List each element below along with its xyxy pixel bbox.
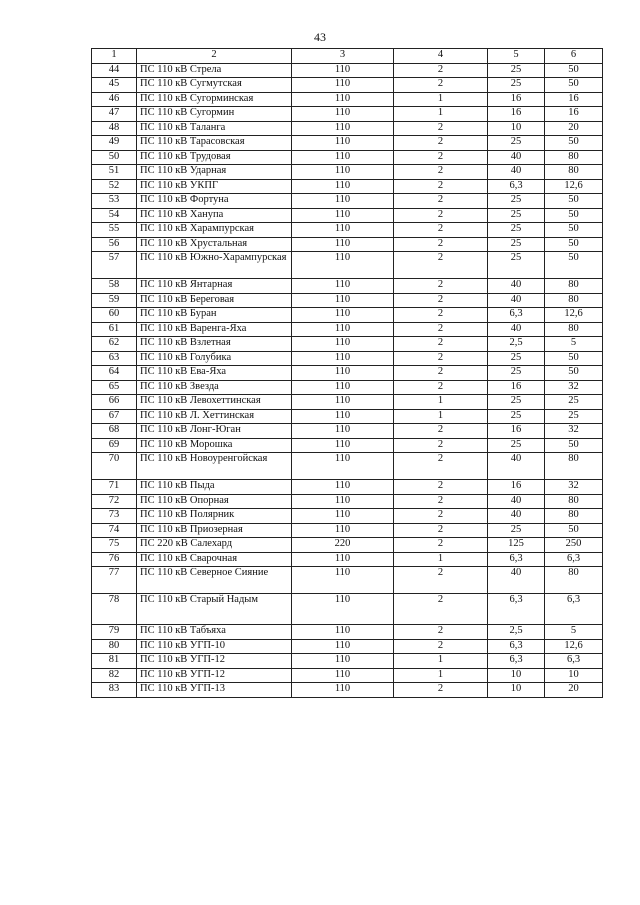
- table-body: [92, 63, 603, 697]
- row-number: 80: [92, 639, 137, 654]
- table-row: [92, 237, 603, 252]
- transformer-count-cell: 2: [394, 625, 488, 640]
- total-power-cell: 16: [545, 92, 603, 107]
- column-header: 5: [488, 49, 545, 64]
- substation-name: ПС 110 кВ УГП-10: [137, 639, 292, 654]
- transformer-count-cell: 2: [394, 194, 488, 209]
- voltage-cell: 110: [292, 668, 394, 683]
- row-number: 67: [92, 409, 137, 424]
- row-number: 61: [92, 322, 137, 337]
- unit-power-cell: 40: [488, 150, 545, 165]
- unit-power-cell: 25: [488, 395, 545, 410]
- total-power-cell: 80: [545, 165, 603, 180]
- transformer-count-cell: 2: [394, 252, 488, 279]
- substation-name: ПС 220 кВ Салехард: [137, 538, 292, 553]
- row-number: 69: [92, 438, 137, 453]
- voltage-cell: 110: [292, 337, 394, 352]
- row-number: 77: [92, 567, 137, 594]
- voltage-cell: 110: [292, 237, 394, 252]
- total-power-cell: 12,6: [545, 308, 603, 323]
- unit-power-cell: 2,5: [488, 625, 545, 640]
- row-number: 73: [92, 509, 137, 524]
- substation-name: ПС 110 кВ Полярник: [137, 509, 292, 524]
- total-power-cell: 32: [545, 380, 603, 395]
- row-number: 83: [92, 683, 137, 698]
- unit-power-cell: 25: [488, 78, 545, 93]
- unit-power-cell: 16: [488, 424, 545, 439]
- page-number: 43: [314, 30, 326, 44]
- substation-name: ПС 110 кВ Хрустальная: [137, 237, 292, 252]
- transformer-count-cell: 2: [394, 523, 488, 538]
- column-header: 4: [394, 49, 488, 64]
- column-header: 1: [92, 49, 137, 64]
- table-row: [92, 150, 603, 165]
- row-number: 68: [92, 424, 137, 439]
- substation-name: ПС 110 кВ Южно-Харампурская: [137, 252, 292, 279]
- total-power-cell: 80: [545, 322, 603, 337]
- total-power-cell: 50: [545, 366, 603, 381]
- substation-name: ПС 110 кВ Харампурская: [137, 223, 292, 238]
- unit-power-cell: 6,3: [488, 179, 545, 194]
- total-power-cell: 25: [545, 409, 603, 424]
- substation-name: ПС 110 кВ УГП-12: [137, 654, 292, 669]
- table-row: [92, 121, 603, 136]
- substation-name: ПС 110 кВ Буран: [137, 308, 292, 323]
- table-row: [92, 567, 603, 594]
- transformer-count-cell: 2: [394, 683, 488, 698]
- table-row: [92, 424, 603, 439]
- transformer-count-cell: 2: [394, 293, 488, 308]
- total-power-cell: 6,3: [545, 654, 603, 669]
- substation-name: ПС 110 кВ УКПГ: [137, 179, 292, 194]
- voltage-cell: 110: [292, 308, 394, 323]
- voltage-cell: 110: [292, 552, 394, 567]
- transformer-count-cell: 2: [394, 538, 488, 553]
- total-power-cell: 5: [545, 337, 603, 352]
- voltage-cell: 110: [292, 380, 394, 395]
- voltage-cell: 110: [292, 424, 394, 439]
- total-power-cell: 80: [545, 494, 603, 509]
- voltage-cell: 110: [292, 165, 394, 180]
- voltage-cell: 110: [292, 409, 394, 424]
- total-power-cell: 50: [545, 208, 603, 223]
- transformer-count-cell: 2: [394, 150, 488, 165]
- row-number: 52: [92, 179, 137, 194]
- voltage-cell: 110: [292, 78, 394, 93]
- voltage-cell: 110: [292, 121, 394, 136]
- unit-power-cell: 40: [488, 567, 545, 594]
- voltage-cell: 110: [292, 683, 394, 698]
- transformer-count-cell: 2: [394, 509, 488, 524]
- unit-power-cell: 6,3: [488, 639, 545, 654]
- unit-power-cell: 25: [488, 136, 545, 151]
- voltage-cell: 110: [292, 150, 394, 165]
- total-power-cell: 50: [545, 136, 603, 151]
- table-row: [92, 683, 603, 698]
- substation-name: ПС 110 кВ УГП-12: [137, 668, 292, 683]
- table-row: [92, 279, 603, 294]
- substation-name: ПС 110 кВ Сугормин: [137, 107, 292, 122]
- column-header: 6: [545, 49, 603, 64]
- unit-power-cell: 10: [488, 683, 545, 698]
- column-header: 2: [137, 49, 292, 64]
- substation-name: ПС 110 кВ Ударная: [137, 165, 292, 180]
- unit-power-cell: 25: [488, 351, 545, 366]
- row-number: 66: [92, 395, 137, 410]
- table-row: [92, 625, 603, 640]
- total-power-cell: 32: [545, 424, 603, 439]
- row-number: 72: [92, 494, 137, 509]
- substation-name: ПС 110 кВ Северное Сияние: [137, 567, 292, 594]
- row-number: 71: [92, 480, 137, 495]
- substation-name: ПС 110 кВ Звезда: [137, 380, 292, 395]
- table-row: [92, 509, 603, 524]
- voltage-cell: 110: [292, 107, 394, 122]
- unit-power-cell: 25: [488, 523, 545, 538]
- total-power-cell: 16: [545, 107, 603, 122]
- table-row: [92, 538, 603, 553]
- substation-name: ПС 110 кВ Левохеттинская: [137, 395, 292, 410]
- table-row: [92, 453, 603, 480]
- unit-power-cell: 25: [488, 409, 545, 424]
- total-power-cell: 20: [545, 683, 603, 698]
- unit-power-cell: 40: [488, 494, 545, 509]
- total-power-cell: 80: [545, 567, 603, 594]
- substation-name: ПС 110 кВ Ева-Яха: [137, 366, 292, 381]
- transformer-count-cell: 1: [394, 92, 488, 107]
- substation-name: ПС 110 кВ Приозерная: [137, 523, 292, 538]
- transformer-count-cell: 2: [394, 351, 488, 366]
- substation-name: ПС 110 кВ Старый Надым: [137, 594, 292, 625]
- voltage-cell: 110: [292, 194, 394, 209]
- total-power-cell: 50: [545, 438, 603, 453]
- voltage-cell: 110: [292, 494, 394, 509]
- voltage-cell: 110: [292, 136, 394, 151]
- unit-power-cell: 40: [488, 165, 545, 180]
- total-power-cell: 12,6: [545, 179, 603, 194]
- unit-power-cell: 6,3: [488, 552, 545, 567]
- row-number: 62: [92, 337, 137, 352]
- unit-power-cell: 16: [488, 380, 545, 395]
- transformer-count-cell: 2: [394, 322, 488, 337]
- table-row: [92, 107, 603, 122]
- transformer-count-cell: 1: [394, 552, 488, 567]
- table-row: [92, 252, 603, 279]
- table-row: [92, 194, 603, 209]
- unit-power-cell: 40: [488, 509, 545, 524]
- transformer-count-cell: 2: [394, 63, 488, 78]
- total-power-cell: 10: [545, 668, 603, 683]
- substation-name: ПС 110 кВ Таланга: [137, 121, 292, 136]
- voltage-cell: 110: [292, 594, 394, 625]
- transformer-count-cell: 2: [394, 237, 488, 252]
- substation-name: ПС 110 кВ Морошка: [137, 438, 292, 453]
- substation-name: ПС 110 кВ Тарасовская: [137, 136, 292, 151]
- voltage-cell: 110: [292, 567, 394, 594]
- transformer-count-cell: 2: [394, 380, 488, 395]
- transformer-count-cell: 2: [394, 121, 488, 136]
- unit-power-cell: 25: [488, 208, 545, 223]
- voltage-cell: 110: [292, 293, 394, 308]
- transformer-count-cell: 1: [394, 668, 488, 683]
- table-row: [92, 223, 603, 238]
- substation-name: ПС 110 кВ Стрела: [137, 63, 292, 78]
- row-number: 47: [92, 107, 137, 122]
- total-power-cell: 50: [545, 78, 603, 93]
- substation-name: ПС 110 кВ Сугмутская: [137, 78, 292, 93]
- total-power-cell: 80: [545, 279, 603, 294]
- voltage-cell: 110: [292, 223, 394, 238]
- row-number: 45: [92, 78, 137, 93]
- row-number: 81: [92, 654, 137, 669]
- transformer-count-cell: 1: [394, 654, 488, 669]
- table-row: [92, 92, 603, 107]
- table-row: [92, 337, 603, 352]
- unit-power-cell: 25: [488, 252, 545, 279]
- voltage-cell: 110: [292, 92, 394, 107]
- total-power-cell: 6,3: [545, 594, 603, 625]
- row-number: 56: [92, 237, 137, 252]
- substation-name: ПС 110 кВ Пыда: [137, 480, 292, 495]
- voltage-cell: 110: [292, 366, 394, 381]
- total-power-cell: 50: [545, 237, 603, 252]
- transformer-count-cell: 2: [394, 438, 488, 453]
- substation-name: ПС 110 кВ Ханупа: [137, 208, 292, 223]
- voltage-cell: 110: [292, 625, 394, 640]
- row-number: 50: [92, 150, 137, 165]
- row-number: 82: [92, 668, 137, 683]
- row-number: 64: [92, 366, 137, 381]
- unit-power-cell: 25: [488, 63, 545, 78]
- unit-power-cell: 125: [488, 538, 545, 553]
- substation-name: ПС 110 кВ Сугорминская: [137, 92, 292, 107]
- voltage-cell: 110: [292, 351, 394, 366]
- table-row: [92, 409, 603, 424]
- substation-name: ПС 110 кВ Береговая: [137, 293, 292, 308]
- transformer-count-cell: 2: [394, 480, 488, 495]
- row-number: 58: [92, 279, 137, 294]
- total-power-cell: 20: [545, 121, 603, 136]
- unit-power-cell: 6,3: [488, 654, 545, 669]
- row-number: 57: [92, 252, 137, 279]
- row-number: 79: [92, 625, 137, 640]
- row-number: 46: [92, 92, 137, 107]
- substation-table: [91, 48, 603, 698]
- transformer-count-cell: 2: [394, 78, 488, 93]
- transformer-count-cell: 2: [394, 639, 488, 654]
- total-power-cell: 250: [545, 538, 603, 553]
- voltage-cell: 110: [292, 252, 394, 279]
- table-row: [92, 668, 603, 683]
- row-number: 70: [92, 453, 137, 480]
- unit-power-cell: 25: [488, 237, 545, 252]
- voltage-cell: 110: [292, 322, 394, 337]
- total-power-cell: 50: [545, 523, 603, 538]
- unit-power-cell: 6,3: [488, 594, 545, 625]
- transformer-count-cell: 2: [394, 223, 488, 238]
- table-row: [92, 351, 603, 366]
- voltage-cell: 110: [292, 523, 394, 538]
- transformer-count-cell: 2: [394, 208, 488, 223]
- transformer-count-cell: 2: [394, 494, 488, 509]
- substation-name: ПС 110 кВ Трудовая: [137, 150, 292, 165]
- row-number: 76: [92, 552, 137, 567]
- unit-power-cell: 40: [488, 322, 545, 337]
- total-power-cell: 80: [545, 293, 603, 308]
- substation-name: ПС 110 кВ Сварочная: [137, 552, 292, 567]
- transformer-count-cell: 2: [394, 308, 488, 323]
- voltage-cell: 110: [292, 639, 394, 654]
- table-row: [92, 395, 603, 410]
- transformer-count-cell: 2: [394, 567, 488, 594]
- total-power-cell: 50: [545, 252, 603, 279]
- voltage-cell: 110: [292, 395, 394, 410]
- transformer-count-cell: 2: [394, 366, 488, 381]
- voltage-cell: 110: [292, 438, 394, 453]
- voltage-cell: 110: [292, 453, 394, 480]
- unit-power-cell: 25: [488, 223, 545, 238]
- unit-power-cell: 25: [488, 194, 545, 209]
- substation-name: ПС 110 кВ Лонг-Юган: [137, 424, 292, 439]
- unit-power-cell: 6,3: [488, 308, 545, 323]
- unit-power-cell: 16: [488, 480, 545, 495]
- total-power-cell: 80: [545, 509, 603, 524]
- table-row: [92, 494, 603, 509]
- total-power-cell: 32: [545, 480, 603, 495]
- unit-power-cell: 40: [488, 293, 545, 308]
- voltage-cell: 110: [292, 208, 394, 223]
- total-power-cell: 5: [545, 625, 603, 640]
- substation-name: ПС 110 кВ Фортуна: [137, 194, 292, 209]
- unit-power-cell: 40: [488, 453, 545, 480]
- total-power-cell: 50: [545, 194, 603, 209]
- transformer-count-cell: 2: [394, 136, 488, 151]
- voltage-cell: 110: [292, 279, 394, 294]
- row-number: 54: [92, 208, 137, 223]
- table-row: [92, 322, 603, 337]
- row-number: 65: [92, 380, 137, 395]
- row-number: 49: [92, 136, 137, 151]
- total-power-cell: 50: [545, 63, 603, 78]
- row-number: 44: [92, 63, 137, 78]
- row-number: 74: [92, 523, 137, 538]
- row-number: 63: [92, 351, 137, 366]
- substation-name: ПС 110 кВ Новоуренгойская: [137, 453, 292, 480]
- row-number: 48: [92, 121, 137, 136]
- row-number: 75: [92, 538, 137, 553]
- row-number: 55: [92, 223, 137, 238]
- table-row: [92, 380, 603, 395]
- transformer-count-cell: 1: [394, 107, 488, 122]
- voltage-cell: 110: [292, 179, 394, 194]
- voltage-cell: 220: [292, 538, 394, 553]
- unit-power-cell: 25: [488, 438, 545, 453]
- unit-power-cell: 16: [488, 92, 545, 107]
- transformer-count-cell: 2: [394, 165, 488, 180]
- transformer-count-cell: 2: [394, 453, 488, 480]
- total-power-cell: 80: [545, 453, 603, 480]
- substation-name: ПС 110 кВ Взлетная: [137, 337, 292, 352]
- row-number: 59: [92, 293, 137, 308]
- table-row: [92, 523, 603, 538]
- total-power-cell: 80: [545, 150, 603, 165]
- row-number: 60: [92, 308, 137, 323]
- table-row: [92, 654, 603, 669]
- table-row: [92, 293, 603, 308]
- table-row: [92, 480, 603, 495]
- row-number: 78: [92, 594, 137, 625]
- total-power-cell: 50: [545, 351, 603, 366]
- table-row: [92, 639, 603, 654]
- table-row: [92, 438, 603, 453]
- unit-power-cell: 16: [488, 107, 545, 122]
- unit-power-cell: 10: [488, 668, 545, 683]
- unit-power-cell: 10: [488, 121, 545, 136]
- table-row: [92, 308, 603, 323]
- table-row: [92, 63, 603, 78]
- transformer-count-cell: 1: [394, 395, 488, 410]
- table-row: [92, 552, 603, 567]
- voltage-cell: 110: [292, 63, 394, 78]
- total-power-cell: 25: [545, 395, 603, 410]
- table-row: [92, 136, 603, 151]
- substation-name: ПС 110 кВ Янтарная: [137, 279, 292, 294]
- transformer-count-cell: 2: [394, 594, 488, 625]
- substation-name: ПС 110 кВ Варенга-Яха: [137, 322, 292, 337]
- unit-power-cell: 25: [488, 366, 545, 381]
- table-row: [92, 179, 603, 194]
- substation-name: ПС 110 кВ Табъяха: [137, 625, 292, 640]
- substation-name: ПС 110 кВ Л. Хеттинская: [137, 409, 292, 424]
- table-row: [92, 594, 603, 625]
- total-power-cell: 12,6: [545, 639, 603, 654]
- column-header: 3: [292, 49, 394, 64]
- transformer-count-cell: 2: [394, 337, 488, 352]
- transformer-count-cell: 2: [394, 424, 488, 439]
- table-row: [92, 78, 603, 93]
- voltage-cell: 110: [292, 509, 394, 524]
- table-row: [92, 165, 603, 180]
- unit-power-cell: 40: [488, 279, 545, 294]
- table-header-row: [92, 49, 603, 64]
- table-row: [92, 366, 603, 381]
- total-power-cell: 50: [545, 223, 603, 238]
- row-number: 53: [92, 194, 137, 209]
- unit-power-cell: 2,5: [488, 337, 545, 352]
- transformer-count-cell: 2: [394, 279, 488, 294]
- table-row: [92, 208, 603, 223]
- total-power-cell: 6,3: [545, 552, 603, 567]
- row-number: 51: [92, 165, 137, 180]
- substation-name: ПС 110 кВ Голубика: [137, 351, 292, 366]
- transformer-count-cell: 1: [394, 409, 488, 424]
- transformer-count-cell: 2: [394, 179, 488, 194]
- voltage-cell: 110: [292, 480, 394, 495]
- voltage-cell: 110: [292, 654, 394, 669]
- substation-name: ПС 110 кВ УГП-13: [137, 683, 292, 698]
- substation-name: ПС 110 кВ Опорная: [137, 494, 292, 509]
